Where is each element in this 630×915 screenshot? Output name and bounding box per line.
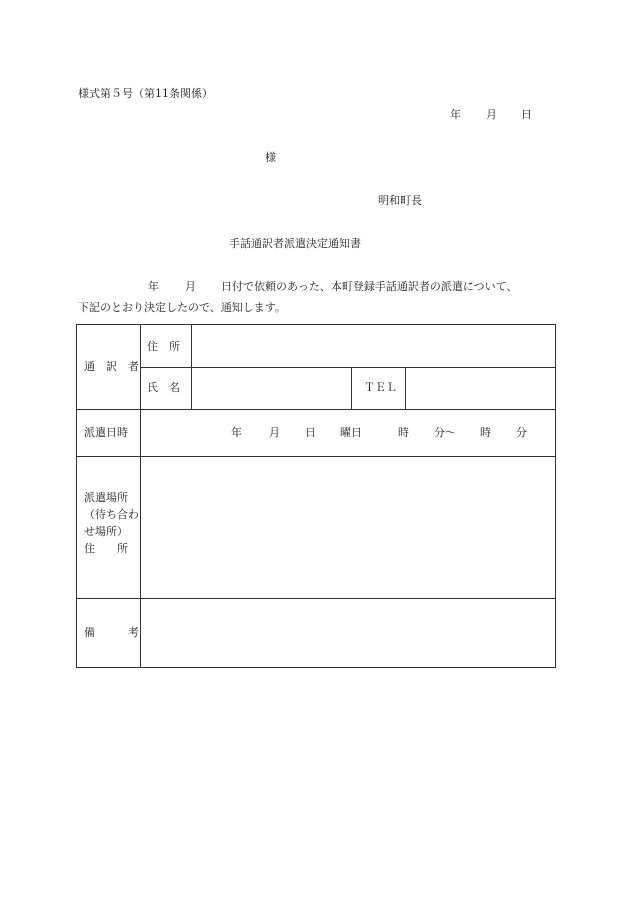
place-label-line: 派遣場所 [84,491,128,504]
date-month-label: 月 [486,108,497,121]
dispatch-place-label [84,489,139,557]
dispatch-hour-to-label: 時 [480,426,491,439]
table-divider [140,325,141,667]
place-label-line: （待ち合わ [84,508,139,521]
remarks-label: 備 考 [84,626,139,639]
dispatch-table [76,324,556,668]
address-label: 住 所 [147,340,180,353]
date-day-label: 日 [521,108,532,121]
document-title: 手話通訳者派遣決定通知書 [229,237,361,250]
place-label-line: 住 所 [84,542,128,555]
issuer: 明和町長 [378,194,422,207]
table-divider [77,598,555,599]
place-label-line: せ場所） [84,525,128,538]
dispatch-minute-to-label: 分 [516,426,527,439]
body-month-label: 月 [185,280,196,293]
form-number: 様式第５号（第11条関係） [78,87,213,100]
dispatch-weekday-label: 曜日 [340,426,362,439]
table-divider [351,367,352,409]
dispatch-day-label: 日 [305,426,316,439]
dispatch-hour-from-label: 時 [398,426,409,439]
tel-label: ＴＥＬ [364,381,397,394]
date-year-label: 年 [450,108,461,121]
interpreter-label: 通 訳 者 [84,360,139,373]
table-divider [140,367,555,368]
body-text-line2: 下記のとおり決定したので、通知します。 [78,301,286,314]
name-label: 氏 名 [147,381,180,394]
dispatch-year-label: 年 [231,426,242,439]
dispatch-month-label: 月 [269,426,280,439]
body-year-label: 年 [148,280,159,293]
addressee: 様 [265,151,276,164]
body-text-line1: 日付で依頼のあった、本町登録手話通訳者の派遣について、 [221,280,518,293]
table-divider [77,409,555,410]
dispatch-datetime-label: 派遣日時 [84,426,128,439]
table-divider [77,456,555,457]
dispatch-minute-from-label: 分～ [434,426,456,439]
table-divider [405,367,406,409]
